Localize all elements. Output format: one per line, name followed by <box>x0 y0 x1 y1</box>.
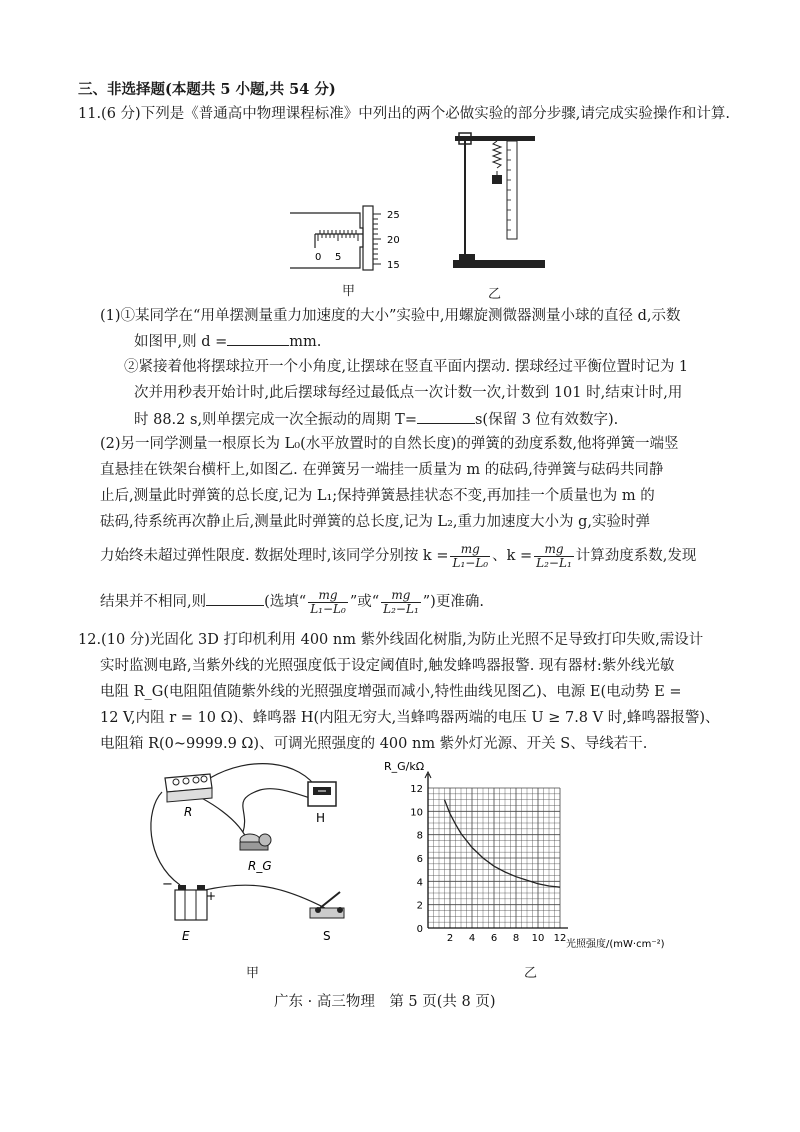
q11-q2-line4: 砝码,待系统再次静止后,测量此时弹簧的总长度,记为 L₂,重力加速度大小为 g,实验时弹 <box>100 514 650 530</box>
fig-jia-label-q11: 甲 <box>342 284 356 299</box>
fig-yi-label-q12: 乙 <box>524 966 538 981</box>
micrometer-sleeve-scale <box>318 230 358 241</box>
rg-characteristic-chart <box>380 758 680 958</box>
x-axis-label: 光照强度/(mW·cm⁻²) <box>566 939 665 950</box>
q12-line2: 实时监测电路,当紫外线的光照强度低于设定阈值时,触发蜂鸣器报警. 现有器材:紫外线光敏 <box>100 658 675 674</box>
option-formula-2: $\frac{mg}{\text{L₂−L₁}}$ <box>383 587 419 616</box>
answer-blank-d[interactable] <box>227 331 289 346</box>
y-tick-label: 8 <box>416 830 423 842</box>
weight <box>492 175 502 184</box>
x-tick-label: 4 <box>468 933 476 944</box>
q12-line4: 12 V,内阻 r = 10 Ω)、蜂鸣器 H(内阻无穷大,当蜂鸣器两端的电压 U ≥ 7.8 V 时,蜂鸣器报警)、 <box>100 710 720 726</box>
label-plus: + <box>206 889 217 903</box>
y-tick-label: 0 <box>416 924 423 935</box>
q12-line3: 电阻 R_G(电阻阻值随紫外线的光照强度增强而减小,特性曲线见图乙)、电源 E(电动势 E = <box>100 684 682 700</box>
q11-q2-line6: 结果并不相同,则 (选填“ $\frac{mg}{\text{L₁−L₀}}$ ”或“ $\frac{mg}{\text{L₂−L₁}}$ ”)更准确. <box>100 587 484 616</box>
label-R: R <box>184 805 193 819</box>
q11-q2-line3: 止后,测量此时弹簧的总长度,记为 L₁;保持弹簧悬挂状态不变,再加挂一个质量也为 m 的 <box>100 488 655 504</box>
fig-yi-label-q11: 乙 <box>488 287 502 302</box>
switch-icon <box>310 892 344 918</box>
micrometer-thimble-scale <box>373 214 381 264</box>
q11-p2-line2: 次并用秒表开始计时,此后摆球每经过最低点一次计数一次,计数到 101 时,结束计时,用 <box>134 385 683 401</box>
sleeve-tick-5: 5 <box>335 252 342 263</box>
y-tick-label: 4 <box>416 877 423 889</box>
battery-icon <box>175 885 207 920</box>
q11-p2-line1: ②紧接着他将摆球拉开一个小角度,让摆球在竖直平面内摆动. 摆球经过平衡位置时记为 1 <box>124 359 689 375</box>
photoresistor-icon <box>240 834 271 850</box>
label-E: E <box>182 929 190 943</box>
label-S: S <box>323 929 331 943</box>
x-tick-label: 6 <box>490 933 498 944</box>
spring-stand-figure <box>445 130 545 280</box>
y-tick-label: 12 <box>410 784 423 795</box>
series-curve <box>445 800 561 888</box>
section-title: 三、非选择题(本题共 5 小题,共 54 分) <box>78 81 336 98</box>
q11-q2-line5: 力始终未超过弹性限度. 数据处理时,该同学分别按 k = $\frac{mg}{\text{L₁−L₀}}$ 、k = $\frac{mg}{\text{L₂−L₁}}$ 计算劲度系数,发现 <box>100 541 697 570</box>
q12-line5: 电阻箱 R(0~9999.9 Ω)、可调光照强度的 400 nm 紫外灯光源、开关 S、导线若干. <box>100 736 648 752</box>
option-formula-1: $\frac{mg}{\text{L₁−L₀}}$ <box>310 587 346 616</box>
thimble-tick-15: 15 <box>387 260 400 271</box>
resistance-box <box>165 774 212 802</box>
stand-crossbar <box>455 136 535 141</box>
y-tick-label: 2 <box>416 900 423 912</box>
page-footer: 广东 · 高三物理 第 5 页(共 8 页) <box>274 994 496 1010</box>
y-tick-label: 6 <box>416 854 423 865</box>
q11-q2-line1: (2)另一同学测量一根原长为 L₀(水平放置时的自然长度)的弹簧的劲度系数,他将弹簧一端竖 <box>100 436 679 452</box>
q12-line1: 12.(10 分)光固化 3D 打印机利用 400 nm 紫外线固化树脂,为防止光照不足导致打印失败,需设计 <box>78 632 704 648</box>
spring <box>493 141 501 168</box>
label-RG: R_G <box>248 859 272 873</box>
q11-p1-line1: (1)①某同学在“用单摆测量重力加速度的大小”实验中,用螺旋测微器测量小球的直径 d,示数 <box>100 308 681 324</box>
x-tick-label: 2 <box>446 933 454 944</box>
circuit-figure <box>140 760 370 960</box>
thimble-tick-25: 25 <box>387 210 400 221</box>
answer-blank-T[interactable] <box>417 409 475 424</box>
thimble-tick-20: 20 <box>387 235 400 246</box>
label-H: H <box>316 811 326 825</box>
y-tick-label: 10 <box>410 807 423 819</box>
micrometer-thimble <box>363 206 373 270</box>
micrometer-figure <box>285 200 415 278</box>
x-tick-label: 8 <box>512 933 520 944</box>
buzzer-icon <box>308 782 336 806</box>
x-tick-label: 10 <box>531 933 545 944</box>
formula-k1: $\frac{mg}{\text{L₁−L₀}}$ <box>452 541 489 570</box>
q11-intro: 11.(6 分)下列是《普通高中物理课程标准》中列出的两个必做实验的部分步骤,请完成实验操作和计算. <box>78 106 730 122</box>
answer-blank-choice[interactable] <box>206 591 264 606</box>
q11-p1-line2: 如图甲,则 d = mm. <box>134 331 321 352</box>
formula-k2: $\frac{mg}{\text{L₂−L₁}}$ <box>536 541 572 570</box>
stand-base <box>453 260 545 268</box>
x-tick-label: 12 <box>553 933 567 944</box>
fig-jia-label-q12: 甲 <box>246 966 260 981</box>
sleeve-tick-0: 0 <box>315 252 322 263</box>
q11-q2-line2: 直悬挂在铁架台横杆上,如图乙. 在弹簧另一端挂一质量为 m 的砝码,待弹簧与砝码共同静 <box>100 462 664 478</box>
y-axis-label: R_G/kΩ <box>384 760 425 773</box>
label-minus: − <box>162 877 173 892</box>
q11-p2-line3: 时 88.2 s,则单摆完成一次全振动的周期 T= s(保留 3 位有效数字). <box>134 409 618 430</box>
